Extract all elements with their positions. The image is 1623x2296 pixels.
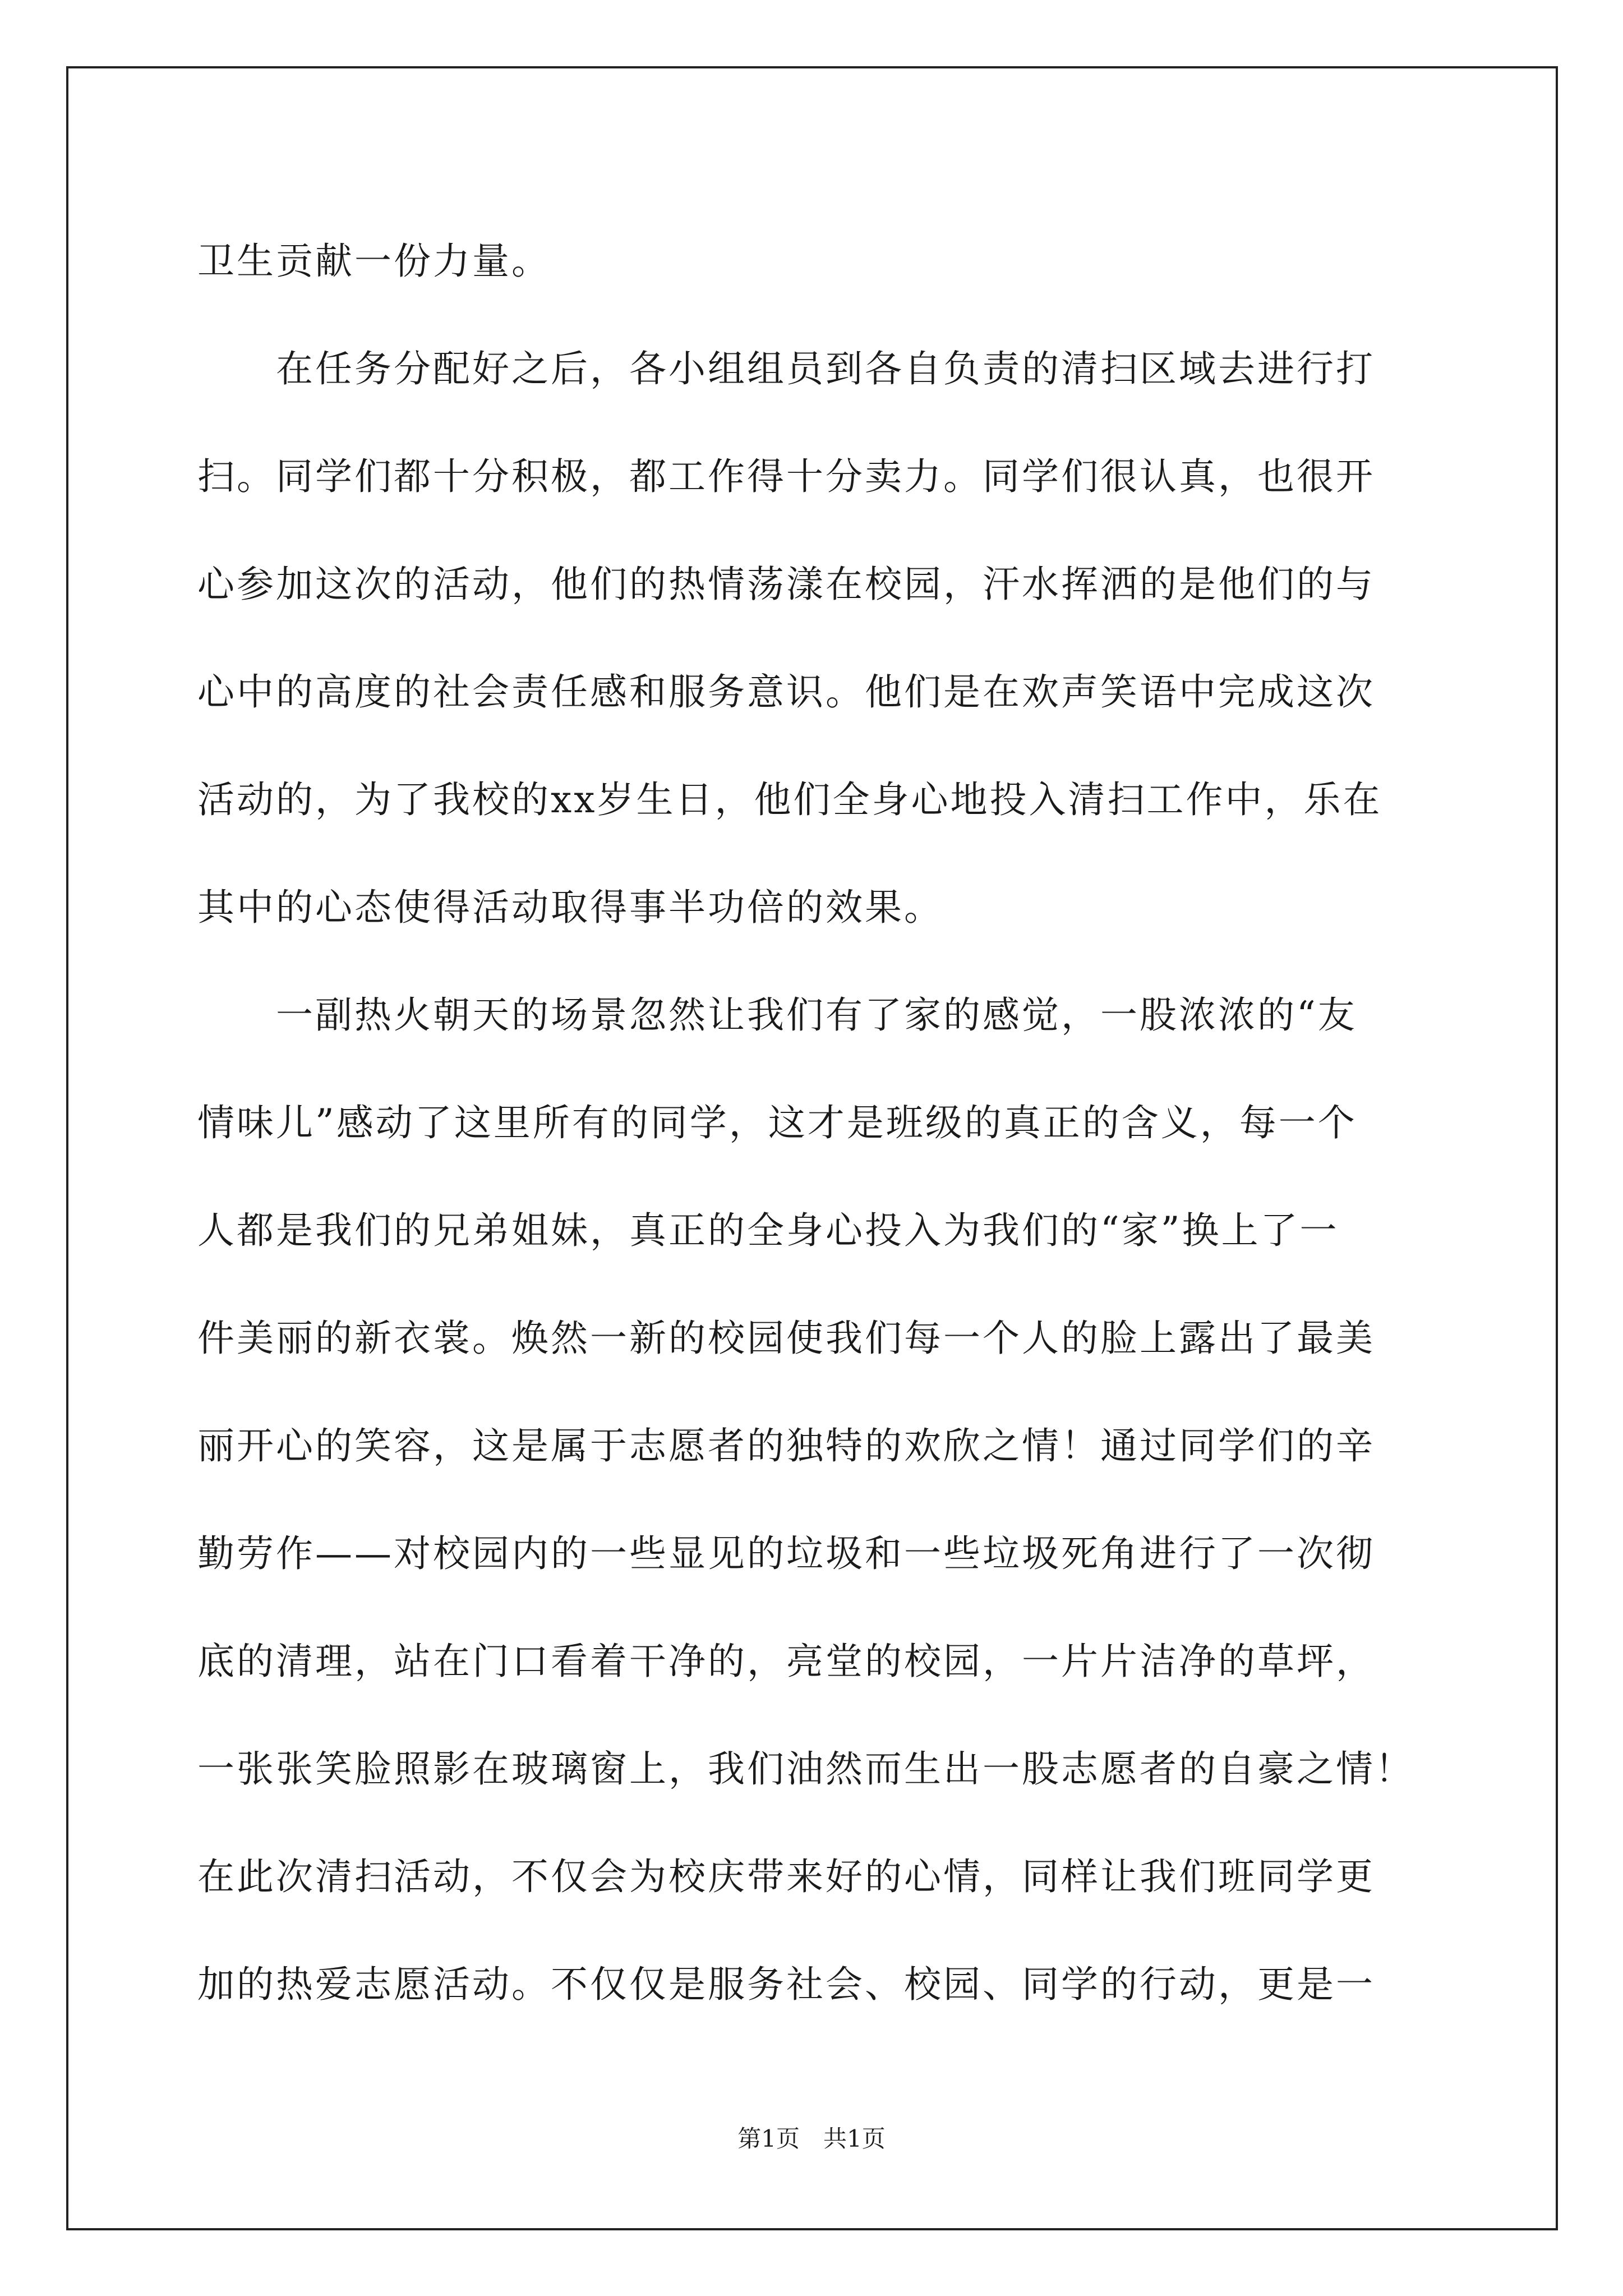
text-line: 心参加这次的活动，他们的热情荡漾在校园，汗水挥洒的是他们的与 [197,563,1375,606]
text-line: 人都是我们的兄弟姐妹，真正的全身心投入为我们的“家”换上了一 [197,1209,1339,1252]
page-footer: 第1页 共1页 [737,2125,886,2152]
document-body [197,208,1431,2039]
text-line: 在任务分配好之后，各小组组员到各自负责的清扫区域去进行打 [276,347,1375,390]
text-line: 扫。同学们都十分积极，都工作得十分卖力。同学们很认真，也很开 [197,455,1375,498]
text-line: 丽开心的笑容，这是属于志愿者的独特的欢欣之情！通过同学们的辛 [197,1424,1375,1467]
text-line: 底的清理，站在门口看着干净的，亮堂的校园，一片片洁净的草坪， [197,1640,1375,1683]
text-line: 一副热火朝天的场景忽然让我们有了家的感觉，一股浓浓的“友 [276,993,1357,1037]
text-line: 加的热爱志愿活动。不仅仅是服务社会、校园、同学的行动，更是一 [197,1963,1375,2006]
text-line: 一张张笑脸照影在玻璃窗上，我们油然而生出一股志愿者的自豪之情！ [197,1747,1414,1791]
text-line: 在此次清扫活动，不仅会为校庆带来好的心情，同样让我们班同学更 [197,1855,1375,1898]
text-line: 心中的高度的社会责任感和服务意识。他们是在欢声笑语中完成这次 [197,670,1375,714]
text-line: 其中的心态使得活动取得事半功倍的效果。 [197,886,943,929]
text-line: 活动的，为了我校的xx岁生日，他们全身心地投入清扫工作中，乐在 [197,778,1382,821]
text-line: 勤劳作——对校园内的一些显见的垃圾和一些垃圾死角进行了一次彻 [197,1532,1375,1575]
text-line: 卫生贡献一份力量。 [197,240,551,283]
text-line: 情味儿”感动了这里所有的同学，这才是班级的真正的含义，每一个 [197,1101,1357,1144]
text-line: 件美丽的新衣裳。焕然一新的校园使我们每一个人的脸上露出了最美 [197,1317,1375,1360]
